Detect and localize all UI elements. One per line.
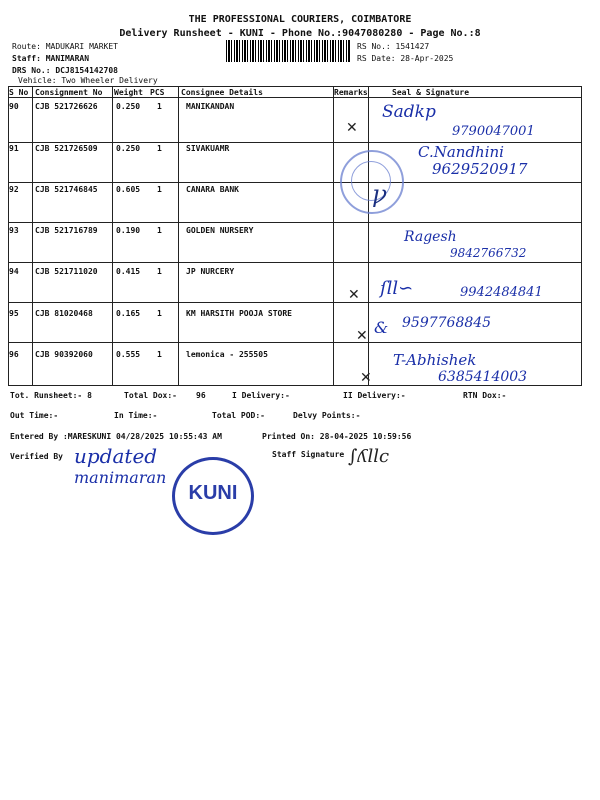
row-weight: 0.165 bbox=[116, 309, 141, 318]
row-weight: 0.555 bbox=[116, 350, 141, 359]
row-consignment: CJB 521746845 bbox=[35, 185, 98, 194]
row-divider bbox=[8, 302, 582, 303]
vehicle-label: Vehicle: Two Wheeler Delivery bbox=[18, 76, 158, 85]
verified-by-label: Verified By bbox=[10, 452, 63, 461]
row-sno: 90 bbox=[9, 102, 19, 111]
drs-label: DRS No.: DCJ8154142708 bbox=[12, 66, 118, 75]
row-weight: 0.415 bbox=[116, 267, 141, 276]
table-bottom-border bbox=[8, 385, 582, 386]
signature-scribble: ꝩ bbox=[372, 180, 387, 208]
kuni-stamp bbox=[172, 457, 254, 535]
col-header-weight: Weight bbox=[114, 88, 143, 97]
col-border bbox=[32, 86, 33, 385]
staff-signature-scribble: ∫ʎllc bbox=[348, 446, 390, 467]
row-consignee: lemonica - 255505 bbox=[186, 350, 268, 359]
route-label: Route: MADUKARI MARKET bbox=[12, 42, 118, 51]
entered-by: Entered By :MARESKUNI 04/28/2025 10:55:43 AM bbox=[10, 432, 222, 441]
signature-scribble: ſll∽ bbox=[380, 278, 414, 299]
signature-phone: 9629520917 bbox=[432, 160, 528, 178]
row-consignee: GOLDEN NURSERY bbox=[186, 226, 254, 235]
signature-name: T-Abhishek bbox=[393, 351, 477, 369]
handwritten-note: manimaran bbox=[74, 468, 167, 487]
row-consignment: CJB 81020468 bbox=[35, 309, 93, 318]
row-consignee: KM HARSITH POOJA STORE bbox=[186, 309, 292, 318]
row-sno: 93 bbox=[9, 226, 19, 235]
out-time-label: Out Time:- bbox=[10, 411, 59, 420]
col-header-pcs: PCS bbox=[150, 88, 165, 97]
row-weight: 0.190 bbox=[116, 226, 141, 235]
remark-cross-mark: ✕ bbox=[348, 287, 360, 303]
col-border bbox=[8, 86, 9, 385]
row-weight: 0.605 bbox=[116, 185, 141, 194]
staff-label: Staff: MANIMARAN bbox=[12, 54, 90, 63]
signature-phone: 9942484841 bbox=[460, 285, 543, 300]
ii-delivery-label: II Delivery:- bbox=[343, 391, 406, 400]
company-title: THE PROFESSIONAL COURIERS, COIMBATORE bbox=[188, 14, 412, 25]
signature-phone: 9842766732 bbox=[450, 246, 527, 260]
row-divider bbox=[8, 182, 582, 183]
total-pod-label: Total POD:- bbox=[212, 411, 265, 420]
row-consignment: CJB 90392060 bbox=[35, 350, 93, 359]
row-weight: 0.250 bbox=[116, 102, 141, 111]
printed-on: Printed On: 28-04-2025 10:59:56 bbox=[262, 432, 412, 441]
delvy-points-label: Delvy Points:- bbox=[293, 411, 361, 420]
row-divider bbox=[8, 342, 582, 343]
row-pcs: 1 bbox=[157, 350, 162, 359]
signature-phone: 6385414003 bbox=[438, 369, 528, 385]
row-sno: 96 bbox=[9, 350, 19, 359]
row-consignment: CJB 521711020 bbox=[35, 267, 98, 276]
signature-name: Sadkp bbox=[382, 102, 436, 122]
row-sno: 94 bbox=[9, 267, 19, 276]
i-delivery-label: I Delivery:- bbox=[232, 391, 290, 400]
row-pcs: 1 bbox=[157, 185, 162, 194]
staff-signature-label: Staff Signature bbox=[272, 450, 345, 459]
remark-cross-mark: ✕ bbox=[346, 120, 358, 136]
row-divider bbox=[8, 262, 582, 263]
remark-cross-mark: ✕ bbox=[356, 328, 368, 344]
row-consignment: CJB 521726626 bbox=[35, 102, 98, 111]
col-header-consignee: Consignee Details bbox=[181, 88, 263, 97]
row-sno: 92 bbox=[9, 185, 19, 194]
col-header-sno: S No bbox=[9, 88, 29, 97]
signature-name: Ragesh bbox=[404, 229, 457, 245]
row-consignment: CJB 521716789 bbox=[35, 226, 98, 235]
row-sno: 91 bbox=[9, 144, 19, 153]
total-dox-value: 96 bbox=[196, 391, 206, 400]
row-weight: 0.250 bbox=[116, 144, 141, 153]
row-consignee: CANARA BANK bbox=[186, 185, 239, 194]
rtn-dox-label: RTN Dox:- bbox=[463, 391, 507, 400]
rs-no-label: RS No.: 1541427 bbox=[357, 42, 430, 51]
table-header-border bbox=[8, 97, 582, 98]
runsheet-title: Delivery Runsheet - KUNI - Phone No.:9047080280 - Page No.:8 bbox=[119, 28, 481, 39]
row-consignment: CJB 521726509 bbox=[35, 144, 98, 153]
col-header-remarks: Remarks bbox=[334, 88, 368, 97]
row-pcs: 1 bbox=[157, 267, 162, 276]
signature-scribble: & bbox=[374, 318, 389, 337]
rs-date-label: RS Date: 28-Apr-2025 bbox=[357, 54, 454, 63]
row-divider bbox=[8, 222, 582, 223]
col-border bbox=[178, 86, 179, 385]
signature-name: C.Nandhini bbox=[418, 143, 504, 161]
col-border bbox=[333, 86, 334, 385]
handwritten-note: updated bbox=[74, 444, 158, 468]
row-sno: 95 bbox=[9, 309, 19, 318]
row-pcs: 1 bbox=[157, 144, 162, 153]
row-pcs: 1 bbox=[157, 226, 162, 235]
col-border bbox=[112, 86, 113, 385]
row-pcs: 1 bbox=[157, 102, 162, 111]
row-pcs: 1 bbox=[157, 309, 162, 318]
barcode bbox=[226, 40, 351, 62]
total-dox-label: Total Dox:- bbox=[124, 391, 177, 400]
remark-cross-mark: ✕ bbox=[360, 370, 372, 386]
table-top-border bbox=[8, 86, 582, 87]
signature-phone: 9597768845 bbox=[402, 315, 492, 331]
signature-phone: 9790047001 bbox=[452, 124, 535, 139]
col-border bbox=[581, 86, 582, 385]
col-header-seal: Seal & Signature bbox=[392, 88, 470, 97]
in-time-label: In Time:- bbox=[114, 411, 158, 420]
row-consignee: JP NURCERY bbox=[186, 267, 235, 276]
row-consignee: MANIKANDAN bbox=[186, 102, 235, 111]
total-runsheet: Tot. Runsheet:- 8 bbox=[10, 391, 92, 400]
kuni-stamp-text: KUNI bbox=[188, 482, 238, 504]
row-consignee: SIVAKUAMR bbox=[186, 144, 230, 153]
col-header-consignment: Consignment No bbox=[35, 88, 103, 97]
col-border bbox=[368, 86, 369, 385]
